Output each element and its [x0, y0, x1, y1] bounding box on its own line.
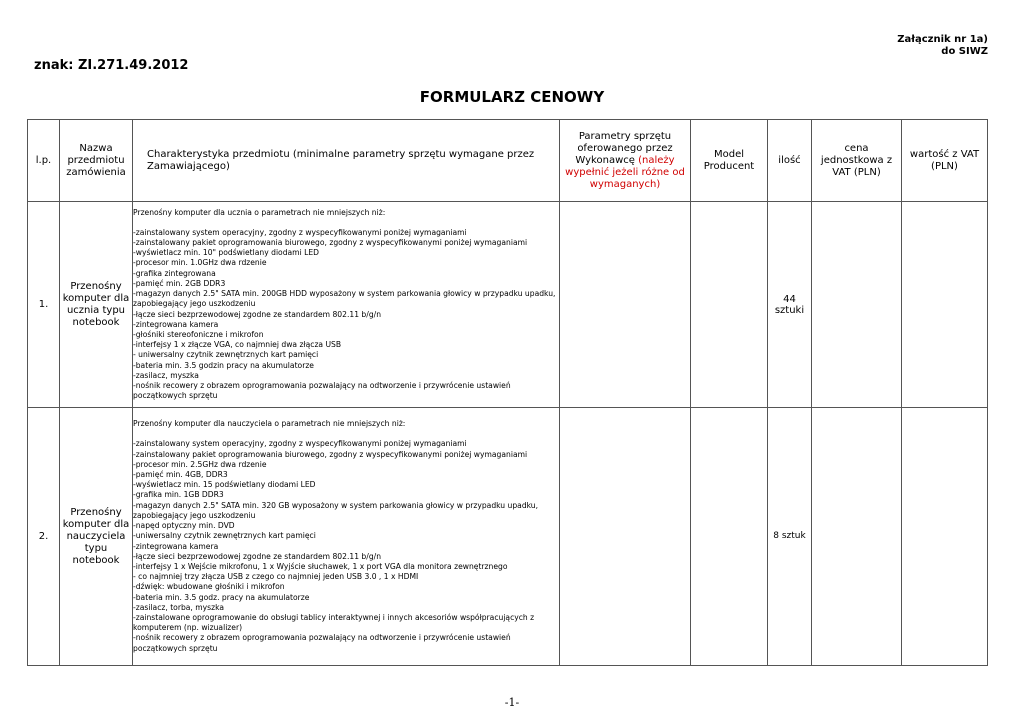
page-title: FORMULARZ CENOWY	[419, 88, 605, 106]
description-item: -bateria min. 3.5 godzin pracy na akumulatorze	[133, 360, 314, 370]
header-model: Model Producent	[691, 120, 768, 202]
offered-params-cell[interactable]	[560, 408, 691, 666]
row-qty: 44 sztuki	[768, 202, 812, 408]
description-item: -zasilacz, myszka	[133, 370, 199, 380]
description-item: -bateria min. 3.5 godz. pracy na akumulatorze	[133, 592, 310, 602]
description-intro: Przenośny komputer dla nauczyciela o parametrach nie mniejszych niż:	[133, 419, 406, 429]
description-intro: Przenośny komputer dla ucznia o parametrach nie mniejszych niż:	[133, 207, 386, 217]
price-form-table	[27, 119, 988, 666]
header-total: wartość z VAT (PLN)	[902, 120, 988, 202]
row-lp: 1.	[28, 202, 60, 408]
row-name: Przenośny komputer dla nauczyciela typu notebook	[60, 408, 133, 666]
table-row	[28, 408, 988, 666]
header-offered-params-note: (należy wypełnić jeżeli różne od wymaganych)	[565, 154, 685, 190]
total-cell[interactable]	[902, 408, 988, 666]
header-description: Charakterystyka przedmiotu (minimalne parametry sprzętu wymagane przez Zamawiającego)	[133, 120, 560, 202]
description-item: -napęd optyczny min. DVD	[133, 521, 235, 531]
description-item: -magazyn danych 2.5" SATA min. 200GB HDD wyposażony w system parkowania głowicy w przypadku upadku, zapobiegający jego uszkodzeniu	[133, 289, 556, 309]
page-number: -1-	[504, 696, 520, 709]
description-item: -procesor min. 1.0GHz dwa rdzenie	[133, 258, 267, 268]
header-name: Nazwa przedmiotu zamówienia	[60, 120, 133, 202]
description-item: -grafika zintegrowana	[133, 268, 216, 278]
description-item: - uniwersalny czytnik zewnętrznych kart pamięci	[133, 350, 319, 360]
row-qty: 8 sztuk	[768, 408, 812, 666]
description-item: -zainstalowane oprogramowanie do obsługi tablicy interaktywnej i innych akcesoriów współpracujących z komputerem (np. wizualizer)	[133, 612, 535, 633]
row-name: Przenośny komputer dla ucznia typu notebook	[60, 202, 133, 408]
row-lp: 2.	[28, 408, 60, 666]
description-item: -dźwięk: wbudowane głośniki i mikrofon	[133, 582, 285, 592]
description-item: - co najmniej trzy złącza USB z czego co najmniej jeden USB 3.0 , 1 x HDMI	[133, 572, 419, 582]
description-item: -zintegrowana kamera	[133, 319, 219, 329]
total-cell[interactable]	[902, 202, 988, 408]
header-offered-params-text: Parametry sprzętu oferowanego przez Wykonawcę	[575, 130, 673, 166]
description-item: -głośniki stereofoniczne i mikrofon	[133, 329, 264, 339]
description-item: -zainstalowany system operacyjny, zgodny z wyspecyfikowanymi poniżej wymaganiami	[133, 227, 467, 237]
description-item: -łącze sieci bezprzewodowej zgodne ze standardem 802.11 b/g/n	[133, 309, 382, 319]
row-description	[133, 202, 560, 408]
header-qty: ilość	[768, 120, 812, 202]
description-item: -interfejsy 1 x Wejście mikrofonu, 1 x Wyjście słuchawek, 1 x port VGA dla monitora zewnętrznego	[133, 561, 508, 571]
description-item: -zainstalowany pakiet oprogramowania biurowego, zgodny z wyspecyfikowanymi poniżej wymaganiami	[133, 238, 528, 248]
header-offered-params	[560, 120, 691, 202]
table-header-row	[28, 120, 988, 202]
description-item: -nośnik recowery z obrazem oprogramowania pozwalający na odtworzenie i przywrócenie ustawień początkowych sprzętu	[133, 633, 511, 653]
table-row	[28, 202, 988, 408]
description-item: -pamięć min. 4GB, DDR3	[133, 470, 228, 480]
description-item: -grafika min. 1GB DDR3	[133, 490, 224, 500]
row-description	[133, 408, 560, 666]
attachment-line-2: do SIWZ	[941, 46, 988, 57]
model-cell[interactable]	[691, 202, 768, 408]
header-unit-price: cena jednostkowa z VAT (PLN)	[812, 120, 902, 202]
description-item: -pamięć min. 2GB DDR3	[133, 278, 226, 288]
description-item: -łącze sieci bezprzewodowej zgodne ze standardem 802.11 b/g/n	[133, 551, 382, 561]
description-item: -zintegrowana kamera	[133, 541, 219, 551]
offered-params-cell[interactable]	[560, 202, 691, 408]
description-item: -uniwersalny czytnik zewnętrznych kart pamięci	[133, 531, 316, 541]
unit-price-cell[interactable]	[812, 408, 902, 666]
description-item: -nośnik recowery z obrazem oprogramowania pozwalający na odtworzenie i przywrócenie ustawień początkowych sprzętu	[133, 380, 511, 401]
model-cell[interactable]	[691, 408, 768, 666]
description-item: -zainstalowany pakiet oprogramowania biurowego, zgodny z wyspecyfikowanymi poniżej wymaganiami	[133, 449, 528, 459]
attachment-line-1: Załącznik nr 1a)	[897, 34, 988, 45]
description-item: -procesor min. 2.5GHz dwa rdzenie	[133, 459, 267, 469]
description-item: -magazyn danych 2.5" SATA min. 320 GB wyposażony w system parkowania głowicy w przypadku upadku, zapobiegający jego uszkodzeniu	[133, 500, 539, 520]
reference-sign: znak: ZI.271.49.2012	[34, 58, 189, 73]
description-item: -interfejsy 1 x złącze VGA, co najmniej dwa złącza USB	[133, 340, 342, 350]
description-items	[133, 439, 559, 653]
header-lp: l.p.	[28, 120, 60, 202]
description-item: -wyświetlacz min. 15 podświetlany diodami LED	[133, 480, 316, 490]
attachment-label	[897, 34, 988, 58]
unit-price-cell[interactable]	[812, 202, 902, 408]
description-item: -zasilacz, torba, myszka	[133, 602, 224, 612]
description-items	[133, 228, 559, 401]
description-item: -wyświetlacz min. 10" podświetlany diodami LED	[133, 248, 319, 258]
description-item: -zainstalowany system operacyjny, zgodny z wyspecyfikowanymi poniżej wymaganiami	[133, 439, 467, 449]
